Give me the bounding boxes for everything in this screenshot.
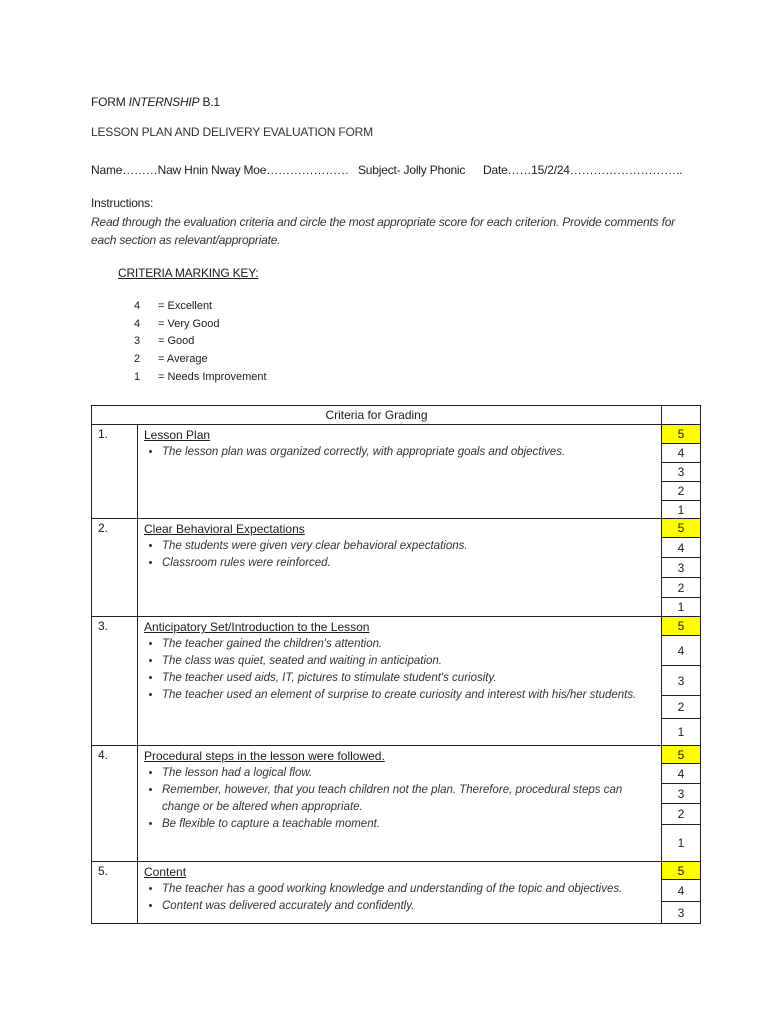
criterion-bullet: • Content was delivered accurately and confidently.: [162, 898, 661, 915]
key-score: 1: [134, 371, 141, 383]
table-row: [92, 746, 701, 862]
criterion-cell: [138, 425, 662, 519]
key-score: 4: [134, 300, 141, 312]
criterion-title: Clear Behavioral Expectations: [144, 522, 305, 536]
criterion-bullet: • The teacher used an element of surprise to create curiosity and interest with his/her students.: [162, 687, 661, 704]
score-option-highlighted[interactable]: 5: [662, 519, 700, 538]
criterion-bullets: [144, 538, 661, 572]
score-option[interactable]: 4: [662, 538, 700, 558]
table-header: Criteria for Grading: [92, 406, 662, 425]
key-label: = Good: [158, 335, 195, 347]
score-option[interactable]: 1: [677, 502, 685, 517]
criterion-cell: [138, 617, 662, 746]
form-title-prefix: FORM: [91, 95, 129, 109]
subject-field: Subject- Jolly Phonic: [358, 163, 466, 177]
row-number: 1.: [92, 425, 138, 519]
score-option[interactable]: 1: [677, 600, 685, 614]
score-option-highlighted[interactable]: 5: [662, 862, 700, 880]
table-row: [92, 519, 701, 617]
score-column: [662, 746, 701, 862]
score-option[interactable]: 2: [662, 804, 700, 825]
score-option[interactable]: 3: [662, 558, 700, 578]
row-number: 2.: [92, 519, 138, 617]
score-option[interactable]: 4: [662, 444, 700, 463]
criterion-cell: [138, 519, 662, 617]
row-number: 4.: [92, 746, 138, 862]
score-option-highlighted[interactable]: 5: [662, 746, 700, 764]
score-option[interactable]: 4: [662, 764, 700, 784]
criterion-bullet: • The students were given very clear behavioral expectations.: [162, 538, 661, 555]
key-label: = Average: [158, 353, 208, 365]
criterion-bullet: • The lesson plan was organized correctly, with appropriate goals and objectives.: [162, 444, 661, 461]
criterion-bullet: • Remember, however, that you teach children not the plan. Therefore, procedural steps can change or be altered when appropriate.: [162, 782, 661, 816]
form-title-italic: INTERNSHIP: [128, 95, 200, 109]
score-option[interactable]: 4: [662, 880, 700, 902]
form-title-suffix: B.1: [199, 95, 220, 109]
score-header-cell: [662, 406, 701, 425]
criterion-cell: [138, 746, 662, 862]
score-option[interactable]: 1: [677, 725, 685, 739]
score-option[interactable]: 3: [662, 666, 700, 696]
row-number: 3.: [92, 617, 138, 746]
score-option[interactable]: 1: [677, 836, 685, 850]
criterion-bullets: [144, 765, 661, 833]
key-score: 4: [134, 318, 141, 330]
table-row: [92, 617, 701, 746]
form-title: [91, 95, 220, 109]
grading-table: [91, 405, 701, 924]
score-column: [662, 862, 701, 924]
score-option[interactable]: 2: [662, 578, 700, 598]
criterion-bullets: [144, 636, 661, 704]
score-option[interactable]: 4: [662, 636, 700, 666]
key-label: = Excellent: [158, 300, 213, 312]
score-column: [662, 617, 701, 746]
criterion-bullet: • The teacher gained the children's attention.: [162, 636, 661, 653]
score-column: [662, 425, 701, 519]
key-label: = Very Good: [158, 318, 220, 330]
row-number: 5.: [92, 862, 138, 924]
score-option[interactable]: 2: [662, 696, 700, 719]
name-field: Name………Naw Hnin Nway Moe…………………: [91, 163, 349, 177]
criterion-bullets: [144, 444, 661, 461]
instructions-heading: Instructions:: [91, 196, 154, 210]
key-score: 2: [134, 353, 141, 365]
table-header-row: [92, 406, 701, 425]
date-field: Date……15/2/24………………………..: [483, 163, 683, 177]
criterion-bullet: • The teacher has a good working knowledge and understanding of the topic and objectives.: [162, 881, 661, 898]
criterion-title: Lesson Plan: [144, 428, 211, 442]
criterion-bullet: • Classroom rules were reinforced.: [162, 555, 661, 572]
criterion-title: Anticipatory Set/Introduction to the Lesson: [144, 620, 370, 634]
criterion-title: Procedural steps in the lesson were followed.: [144, 749, 385, 763]
key-score: 3: [134, 335, 141, 347]
instructions-text: Read through the evaluation criteria and circle the most appropriate score for each criterion. Provide comments for each section as relevant/appropriate.: [91, 215, 675, 247]
form-subtitle: LESSON PLAN AND DELIVERY EVALUATION FORM: [91, 125, 373, 139]
score-option-highlighted[interactable]: 5: [662, 617, 700, 636]
score-option[interactable]: 3: [662, 784, 700, 804]
score-option[interactable]: 3: [662, 463, 700, 482]
criterion-title: Content: [144, 865, 187, 879]
table-row: [92, 425, 701, 519]
criterion-bullets: [144, 881, 661, 915]
key-label: = Needs Improvement: [158, 371, 267, 383]
criterion-bullet: • The teacher used aids, IT, pictures to stimulate student's curiosity.: [162, 670, 661, 687]
score-column: [662, 519, 701, 617]
table-row: [92, 862, 701, 924]
score-option-highlighted[interactable]: 5: [662, 425, 700, 444]
score-option[interactable]: 3: [677, 905, 685, 920]
marking-key-heading: CRITERIA MARKING KEY:: [118, 266, 259, 280]
criterion-bullet: • Be flexible to capture a teachable moment.: [162, 816, 661, 833]
criterion-bullet: • The class was quiet, seated and waiting in anticipation.: [162, 653, 661, 670]
criterion-cell: [138, 862, 662, 924]
score-option[interactable]: 2: [662, 482, 700, 501]
criterion-bullet: • The lesson had a logical flow.: [162, 765, 661, 782]
